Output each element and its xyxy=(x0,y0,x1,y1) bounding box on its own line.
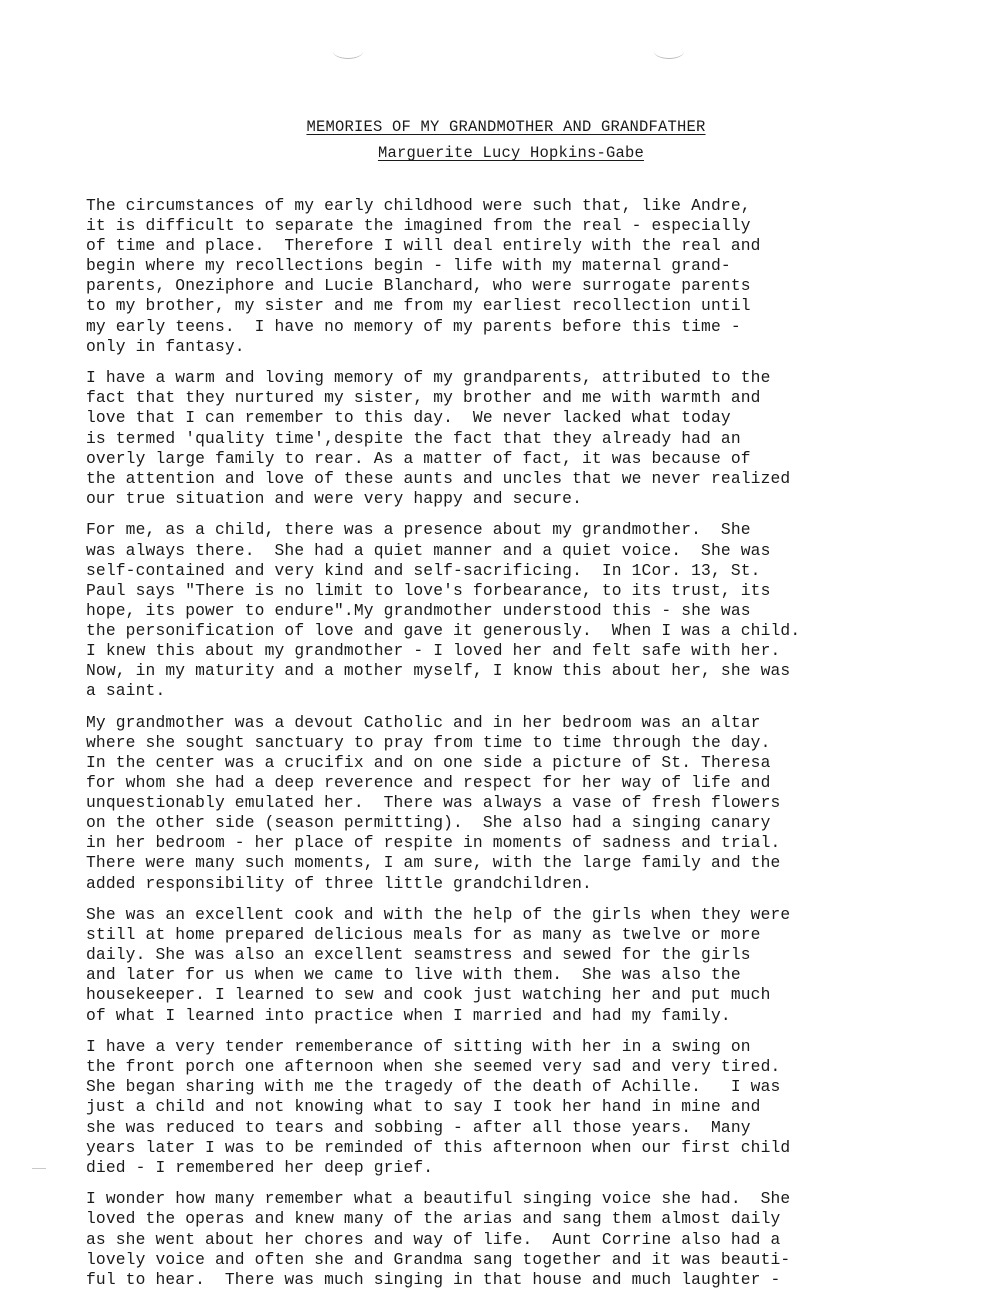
text-line: She began sharing with me the tragedy of the death of Achille. I was xyxy=(86,1077,781,1097)
document-title: MEMORIES OF MY GRANDMOTHER AND GRANDFATHER xyxy=(306,118,706,136)
text-line: loved the operas and knew many of the arias and sang them almost daily xyxy=(86,1209,781,1229)
text-line: self-contained and very kind and self-sacrificing. In 1Cor. 13, St. xyxy=(86,560,761,580)
margin-mark xyxy=(32,1168,46,1169)
document-header xyxy=(0,118,992,162)
text-line: She was an excellent cook and with the help of the girls when they were xyxy=(86,905,791,925)
text-line: begin where my recollections begin - life with my maternal grand- xyxy=(86,256,731,276)
text-line: the attention and love of these aunts and uncles that we never realized xyxy=(86,468,791,488)
text-line: My grandmother was a devout Catholic and in her bedroom was an altar xyxy=(86,712,761,732)
text-line: overly large family to rear. As a matter of fact, it was because of xyxy=(86,448,751,468)
text-line: was always there. She had a quiet manner and a quiet voice. She was xyxy=(86,540,771,560)
text-line: died - I remembered her deep grief. xyxy=(86,1157,434,1177)
paragraph xyxy=(86,368,950,509)
text-line: where she sought sanctuary to pray from time to time through the day. xyxy=(86,732,771,752)
text-line: added responsibility of three little grandchildren. xyxy=(86,873,592,893)
text-line: There were many such moments, I am sure, with the large family and the xyxy=(86,853,781,873)
text-line: housekeeper. I learned to sew and cook just watching her and put much xyxy=(86,985,771,1005)
text-line: I wonder how many remember what a beautiful singing voice she had. She xyxy=(86,1189,791,1209)
text-line: parents, Oneziphore and Lucie Blanchard, who were surrogate parents xyxy=(86,276,751,296)
paragraph xyxy=(86,196,950,357)
text-line: it is difficult to separate the imagined from the real - especially xyxy=(86,216,751,236)
text-line: the front porch one afternoon when she seemed very sad and very tired. xyxy=(86,1057,781,1077)
text-line: unquestionably emulated her. There was always a vase of fresh flowers xyxy=(86,793,781,813)
text-line: years later I was to be reminded of this afternoon when our first child xyxy=(86,1137,791,1157)
text-line: I have a very tender rememberance of sitting with her in a swing on xyxy=(86,1037,751,1057)
text-line: on the other side (season permitting). She also had a singing canary xyxy=(86,813,771,833)
text-line: a saint. xyxy=(86,681,166,701)
text-line: The circumstances of my early childhood were such that, like Andre, xyxy=(86,196,751,215)
text-line: lovely voice and often she and Grandma sang together and it was beauti- xyxy=(86,1249,791,1269)
text-line: for whom she had a deep reverence and respect for her way of life and xyxy=(86,773,771,793)
text-line: and later for us when we came to live with them. She was also the xyxy=(86,965,741,985)
paragraph xyxy=(86,520,950,701)
text-line: our true situation and were very happy and secure. xyxy=(86,488,583,508)
text-line: Paul says "There is no limit to love's forbearance, to its trust, its xyxy=(86,580,771,600)
text-line: my early teens. I have no memory of my parents before this time - xyxy=(86,316,741,336)
text-line: I have a warm and loving memory of my grandparents, attributed to the xyxy=(86,368,771,388)
text-line: the personification of love and gave it generously. When I was a child. xyxy=(86,620,801,640)
text-line: in her bedroom - her place of respite in moments of sadness and trial. xyxy=(86,833,781,853)
text-line: she was reduced to tears and sobbing - after all those years. Many xyxy=(86,1117,751,1137)
paragraph xyxy=(86,905,950,1026)
text-line: Now, in my maturity and a mother myself, I know this about her, she was xyxy=(86,661,791,681)
text-line: In the center was a crucifix and on one side a picture of St. Theresa xyxy=(86,752,771,772)
document-author: Marguerite Lucy Hopkins-Gabe xyxy=(377,144,645,162)
text-line: hope, its power to endure".My grandmother understood this - she was xyxy=(86,600,751,620)
text-line: For me, as a child, there was a presence about my grandmother. She xyxy=(86,520,751,540)
text-line: just a child and not knowing what to say I took her hand in mine and xyxy=(86,1097,761,1117)
text-line: of what I learned into practice when I married and had my family. xyxy=(86,1005,731,1025)
text-line: I knew this about my grandmother - I loved her and felt safe with her. xyxy=(86,640,781,660)
text-line: of time and place. Therefore I will deal entirely with the real and xyxy=(86,236,761,256)
text-line: daily. She was also an excellent seamstress and sewed for the girls xyxy=(86,945,751,965)
paragraph xyxy=(86,1037,950,1178)
text-line: only in fantasy. xyxy=(86,336,245,356)
text-line: to my brother, my sister and me from my earliest recollection until xyxy=(86,296,751,316)
text-line: ful to hear. There was much singing in that house and much laughter - xyxy=(86,1269,781,1289)
paragraph xyxy=(86,1189,950,1289)
text-line: fact that they nurtured my sister, my brother and me with warmth and xyxy=(86,388,761,408)
text-line: as she went about her chores and way of life. Aunt Corrine also had a xyxy=(86,1229,781,1249)
punch-hole-mark xyxy=(654,44,684,59)
text-line: is termed 'quality time',despite the fact that they already had an xyxy=(86,428,741,448)
document-body xyxy=(86,196,950,1301)
text-line: still at home prepared delicious meals for as many as twelve or more xyxy=(86,925,761,945)
text-line: love that I can remember to this day. We never lacked what today xyxy=(86,408,731,428)
paragraph xyxy=(86,713,950,894)
punch-hole-mark xyxy=(333,44,363,59)
